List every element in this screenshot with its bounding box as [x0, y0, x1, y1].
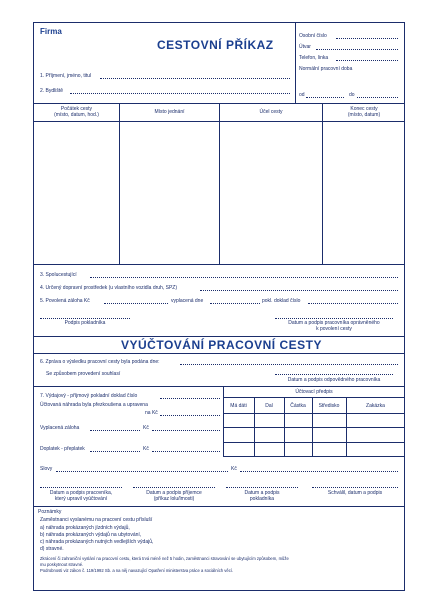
- table-bottom-line: [33, 264, 405, 265]
- header-divider: [295, 22, 296, 103]
- od-label: od: [299, 92, 305, 98]
- table-row: [223, 442, 405, 443]
- notes-item-a: a) náhrada prokázaných jízdních výdajů,: [40, 525, 130, 531]
- col-ma-dati: Má dáti: [230, 403, 247, 409]
- telefon-field[interactable]: [336, 60, 398, 61]
- signature-line[interactable]: [133, 487, 215, 488]
- slovy-kc-field[interactable]: [240, 471, 398, 472]
- podpis-opravneneho-label: Datum a podpis pracovníka oprávněného k povolení cesty: [288, 320, 380, 332]
- bydliste-label: 2. Bydliště: [40, 88, 64, 94]
- col-konec: Konec cesty (místo, datum): [347, 106, 381, 118]
- utvar-label: Útvar: [299, 44, 311, 50]
- notes-item-d: d) stravné.: [40, 546, 64, 552]
- vyplacena-zaloha-field[interactable]: [90, 430, 140, 431]
- pokl-doklad-label: pokl. doklad číslo: [262, 298, 301, 304]
- notes-footer-3: Podrobnosti viz zákon č. 119/1992 Sb. a na něj navazující Opatření ministerstva práce a sociálních věcí.: [40, 568, 234, 573]
- signature-upravil: Datum a podpis pracovníka, který upravil vyúčtování: [49, 490, 113, 502]
- settlement-title-line: [33, 353, 405, 354]
- doplatek-field[interactable]: [90, 451, 140, 452]
- signature-schvalil: Schválil, datum a podpis: [327, 490, 383, 496]
- kc-label: Kč: [231, 466, 237, 472]
- dopravni-field[interactable]: [200, 290, 398, 291]
- vyplacena-zaloha-label: Vyplacená záloha: [40, 425, 80, 431]
- poznamky-label: Poznámky: [38, 509, 62, 515]
- vydajovy-label: 7. Výdajový - příjmový pokladní doklad číslo: [40, 393, 138, 399]
- notes-item-b: b) náhrada prokázaných výdajů na ubytování,: [40, 532, 142, 538]
- table-col-divider: [322, 103, 323, 264]
- podpis-pokladnika-label: Podpis pokladníka: [64, 320, 106, 326]
- page-title: CESTOVNÍ PŘÍKAZ: [157, 38, 274, 52]
- souhlasi-label: Se způsobem provedení souhlasí: [46, 371, 121, 377]
- ucetni-predpis-title: Účtovací předpis: [295, 389, 333, 395]
- slovy-label: Slovy: [40, 466, 53, 472]
- bydliste-field[interactable]: [70, 93, 290, 94]
- col-misto: Místo jednání: [154, 109, 185, 115]
- slovy-field[interactable]: [56, 471, 228, 472]
- ucetni-header-line: [223, 413, 405, 414]
- telefon-label: Telefon, linka: [299, 55, 329, 61]
- do-label: do: [349, 92, 355, 98]
- col-ucel: Účel cesty: [259, 109, 283, 115]
- pokladnik-signature-line[interactable]: [40, 318, 130, 319]
- vyplaceno-field[interactable]: [210, 303, 260, 304]
- odpovedny-signature-line[interactable]: [275, 374, 393, 375]
- notes-top-line: [33, 506, 405, 507]
- doplatek-kc-field[interactable]: [152, 451, 220, 452]
- pracovni-doba-label: Normální pracovní doba: [299, 66, 353, 72]
- prijmeni-field[interactable]: [100, 78, 290, 79]
- settlement-top-line: [33, 336, 405, 337]
- osobni-cislo-label: Osobní číslo: [299, 33, 327, 39]
- settlement-title: VYÚČTOVÁNÍ PRACOVNÍ CESTY: [121, 338, 322, 352]
- notes-intro: Zaměstnanci vyslanému na pracovní cestu přísluší: [40, 517, 153, 523]
- zprava-label: 6. Zpráva o výsledku pracovní cesty byla podána dne:: [40, 359, 160, 365]
- od-field[interactable]: [306, 97, 344, 98]
- signature-prijemce: Datum a podpis příjemce (příkaz lolu/lmosti): [146, 490, 202, 502]
- do-field[interactable]: [357, 97, 398, 98]
- table-row: [223, 427, 405, 428]
- vydajovy-field[interactable]: [160, 398, 220, 399]
- col-dal: Dal: [265, 403, 273, 409]
- prijmeni-label: 1. Příjmení, jméno, titul: [40, 73, 92, 79]
- notes-footer-2: mu poskytnout stravné.: [40, 562, 84, 567]
- table-col-divider: [219, 103, 220, 264]
- notes-footer-1: Zkrácení či zahraniční vyslání na pracovní cestu, která trvá méně než 5 hodin, zaměstnanci stravování se ubytujícím způsobem, může: [40, 556, 289, 561]
- col-castka: Částka: [290, 403, 306, 409]
- na-kc-field[interactable]: [160, 415, 220, 416]
- podpis-utvaru-label: Datum a podpis odpovědného pracovníka: [287, 377, 381, 383]
- spolucestujici-label: 3. Spolucestující: [40, 272, 77, 278]
- vyplacena-zaloha-kc-field[interactable]: [152, 430, 220, 431]
- signature-line[interactable]: [226, 487, 298, 488]
- zaloha-field[interactable]: [104, 303, 168, 304]
- opravneny-signature-line[interactable]: [275, 318, 393, 319]
- kc-label: Kč: [143, 446, 149, 452]
- zprava-field[interactable]: [180, 364, 398, 365]
- signature-line[interactable]: [40, 487, 122, 488]
- utvar-field[interactable]: [316, 49, 398, 50]
- signature-line[interactable]: [312, 487, 398, 488]
- signature-pokladnik: Datum a podpis pokladníka: [244, 490, 280, 502]
- notes-item-c: c) náhrada prokázaných nutných vedlejších výdajů,: [40, 539, 154, 545]
- col-stredisko: Středisko: [318, 403, 340, 409]
- na-kc-label: na Kč: [145, 410, 158, 416]
- pokl-doklad-field[interactable]: [308, 303, 398, 304]
- vyplaceno-label: vyplacená dne: [171, 298, 204, 304]
- zaloha-label: 5. Povolená záloha Kč: [40, 298, 90, 304]
- col-zakazka: Zakázka: [366, 403, 385, 409]
- company-label: Firma: [40, 27, 62, 36]
- ucetni-title-line: [223, 397, 405, 398]
- spolucestujici-field[interactable]: [90, 277, 398, 278]
- doplatek-label: Doplatek - přeplatek: [40, 446, 85, 452]
- osobni-cislo-field[interactable]: [336, 38, 398, 39]
- kc-label: Kč: [143, 425, 149, 431]
- dopravni-label: 4. Určený dopravní prostředek (u vlastního vozidla druh, SPZ): [40, 285, 178, 291]
- uctovana-label: Účtovaná náhrada byla přezkoušena a upravena: [40, 402, 148, 408]
- table-col-divider: [119, 103, 120, 264]
- col-pocatek: Počátek cesty (místo, datum, hod.): [54, 106, 99, 118]
